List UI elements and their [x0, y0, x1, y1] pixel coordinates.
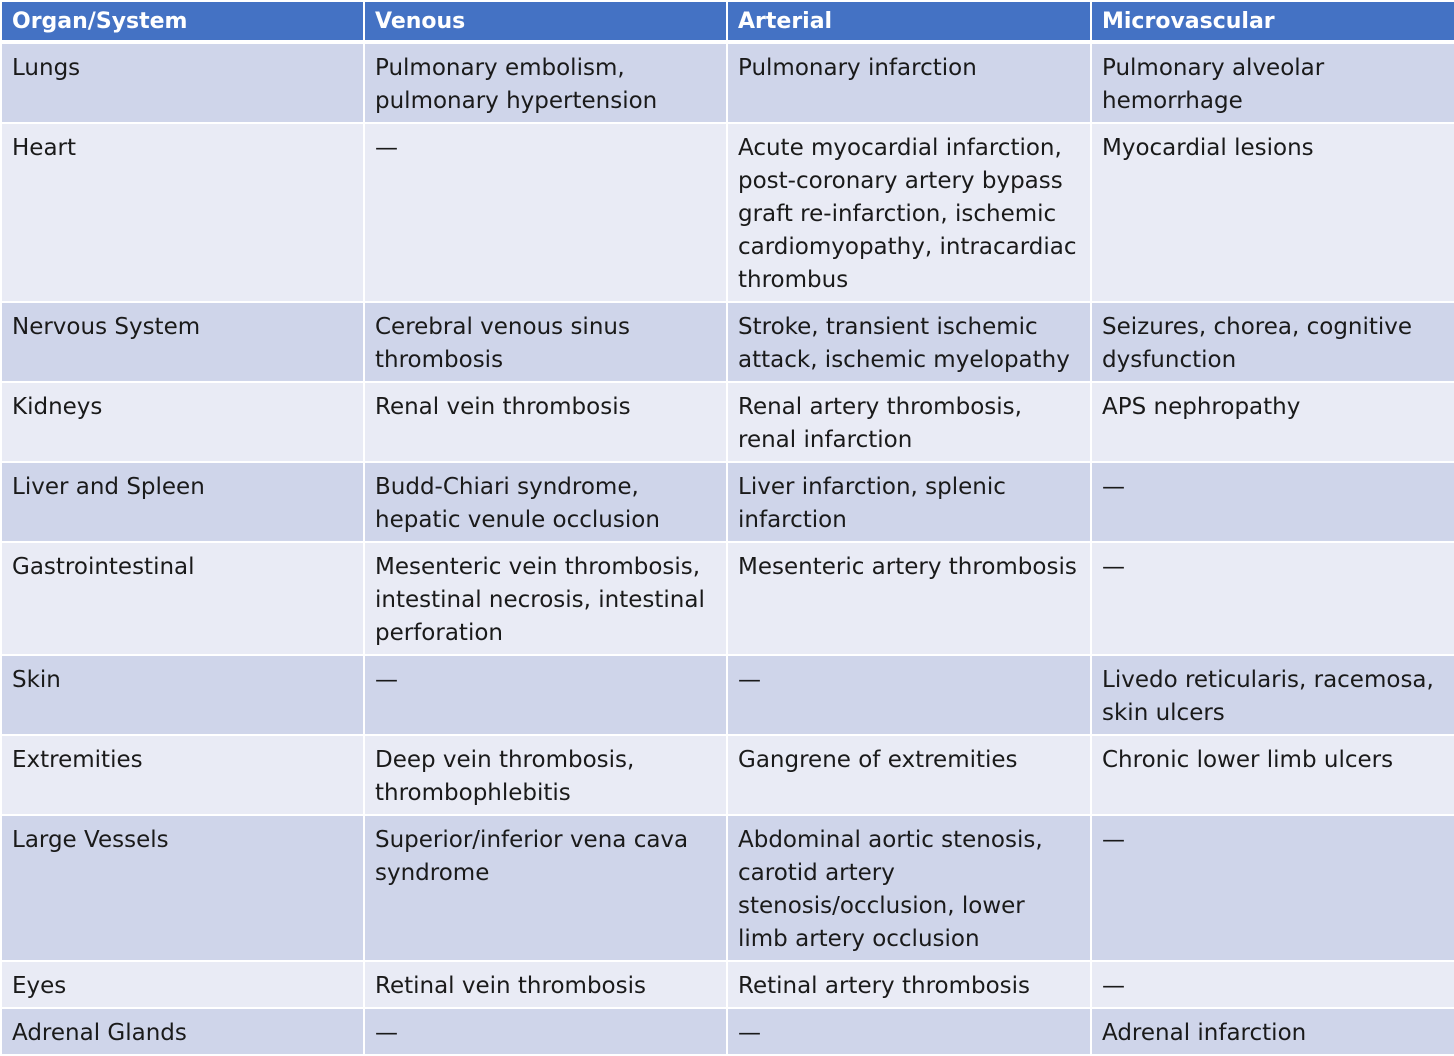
microvascular-cell: Chronic lower limb ulcers	[1091, 735, 1454, 815]
table-row	[1, 123, 1454, 302]
organ-cell: Large Vessels	[1, 815, 364, 961]
table-row	[1, 961, 1454, 1008]
venous-cell: Deep vein thrombosis, thrombophlebitis	[364, 735, 727, 815]
arterial-cell: Abdominal aortic stenosis, carotid artery stenosis/occlusion, lower limb artery occlusion	[727, 815, 1091, 961]
arterial-cell: Pulmonary infarction	[727, 42, 1091, 123]
microvascular-cell: Myocardial lesions	[1091, 123, 1454, 302]
venous-cell: —	[364, 1008, 727, 1055]
venous-cell: Pulmonary embolism, pulmonary hypertension	[364, 42, 727, 123]
organ-cell: Lungs	[1, 42, 364, 123]
venous-cell: —	[364, 655, 727, 735]
arterial-cell: Acute myocardial infarction, post-coronary artery bypass graft re-infarction, ischemic cardiomyopathy, intracardiac thrombus	[727, 123, 1091, 302]
arterial-cell: —	[727, 655, 1091, 735]
arterial-cell: Liver infarction, splenic infarction	[727, 462, 1091, 542]
organ-cell: Heart	[1, 123, 364, 302]
table-row	[1, 815, 1454, 961]
arterial-cell: Gangrene of extremities	[727, 735, 1091, 815]
organ-cell: Adrenal Glands	[1, 1008, 364, 1055]
arterial-cell: Renal artery thrombosis, renal infarction	[727, 382, 1091, 462]
microvascular-cell: —	[1091, 961, 1454, 1008]
organ-cell: Kidneys	[1, 382, 364, 462]
arterial-cell: Retinal artery thrombosis	[727, 961, 1091, 1008]
venous-cell: Budd-Chiari syndrome, hepatic venule occlusion	[364, 462, 727, 542]
table-row	[1, 42, 1454, 123]
microvascular-cell: —	[1091, 462, 1454, 542]
microvascular-cell: Adrenal infarction	[1091, 1008, 1454, 1055]
organ-cell: Gastrointestinal	[1, 542, 364, 655]
arterial-cell: —	[727, 1008, 1091, 1055]
header-venous: Venous	[364, 1, 727, 42]
arterial-cell: Stroke, transient ischemic attack, ischemic myelopathy	[727, 302, 1091, 382]
table-row	[1, 1008, 1454, 1055]
header-microvascular: Microvascular	[1091, 1, 1454, 42]
venous-cell: Superior/inferior vena cava syndrome	[364, 815, 727, 961]
microvascular-cell: Seizures, chorea, cognitive dysfunction	[1091, 302, 1454, 382]
organ-cell: Skin	[1, 655, 364, 735]
microvascular-cell: Livedo reticularis, racemosa, skin ulcers	[1091, 655, 1454, 735]
microvascular-cell: Pulmonary alveolar hemorrhage	[1091, 42, 1454, 123]
organ-cell: Extremities	[1, 735, 364, 815]
header-organ-system: Organ/System	[1, 1, 364, 42]
microvascular-cell: —	[1091, 815, 1454, 961]
header-row	[1, 1, 1454, 42]
venous-cell: —	[364, 123, 727, 302]
header-arterial: Arterial	[727, 1, 1091, 42]
table-row	[1, 302, 1454, 382]
organ-cell: Nervous System	[1, 302, 364, 382]
organ-cell: Liver and Spleen	[1, 462, 364, 542]
microvascular-cell: —	[1091, 542, 1454, 655]
microvascular-cell: APS nephropathy	[1091, 382, 1454, 462]
table-row	[1, 655, 1454, 735]
venous-cell: Renal vein thrombosis	[364, 382, 727, 462]
table-row	[1, 382, 1454, 462]
table-row	[1, 462, 1454, 542]
organ-cell: Eyes	[1, 961, 364, 1008]
venous-cell: Retinal vein thrombosis	[364, 961, 727, 1008]
venous-cell: Mesenteric vein thrombosis, intestinal necrosis, intestinal perforation	[364, 542, 727, 655]
table-row	[1, 542, 1454, 655]
table-row	[1, 735, 1454, 815]
venous-cell: Cerebral venous sinus thrombosis	[364, 302, 727, 382]
arterial-cell: Mesenteric artery thrombosis	[727, 542, 1091, 655]
